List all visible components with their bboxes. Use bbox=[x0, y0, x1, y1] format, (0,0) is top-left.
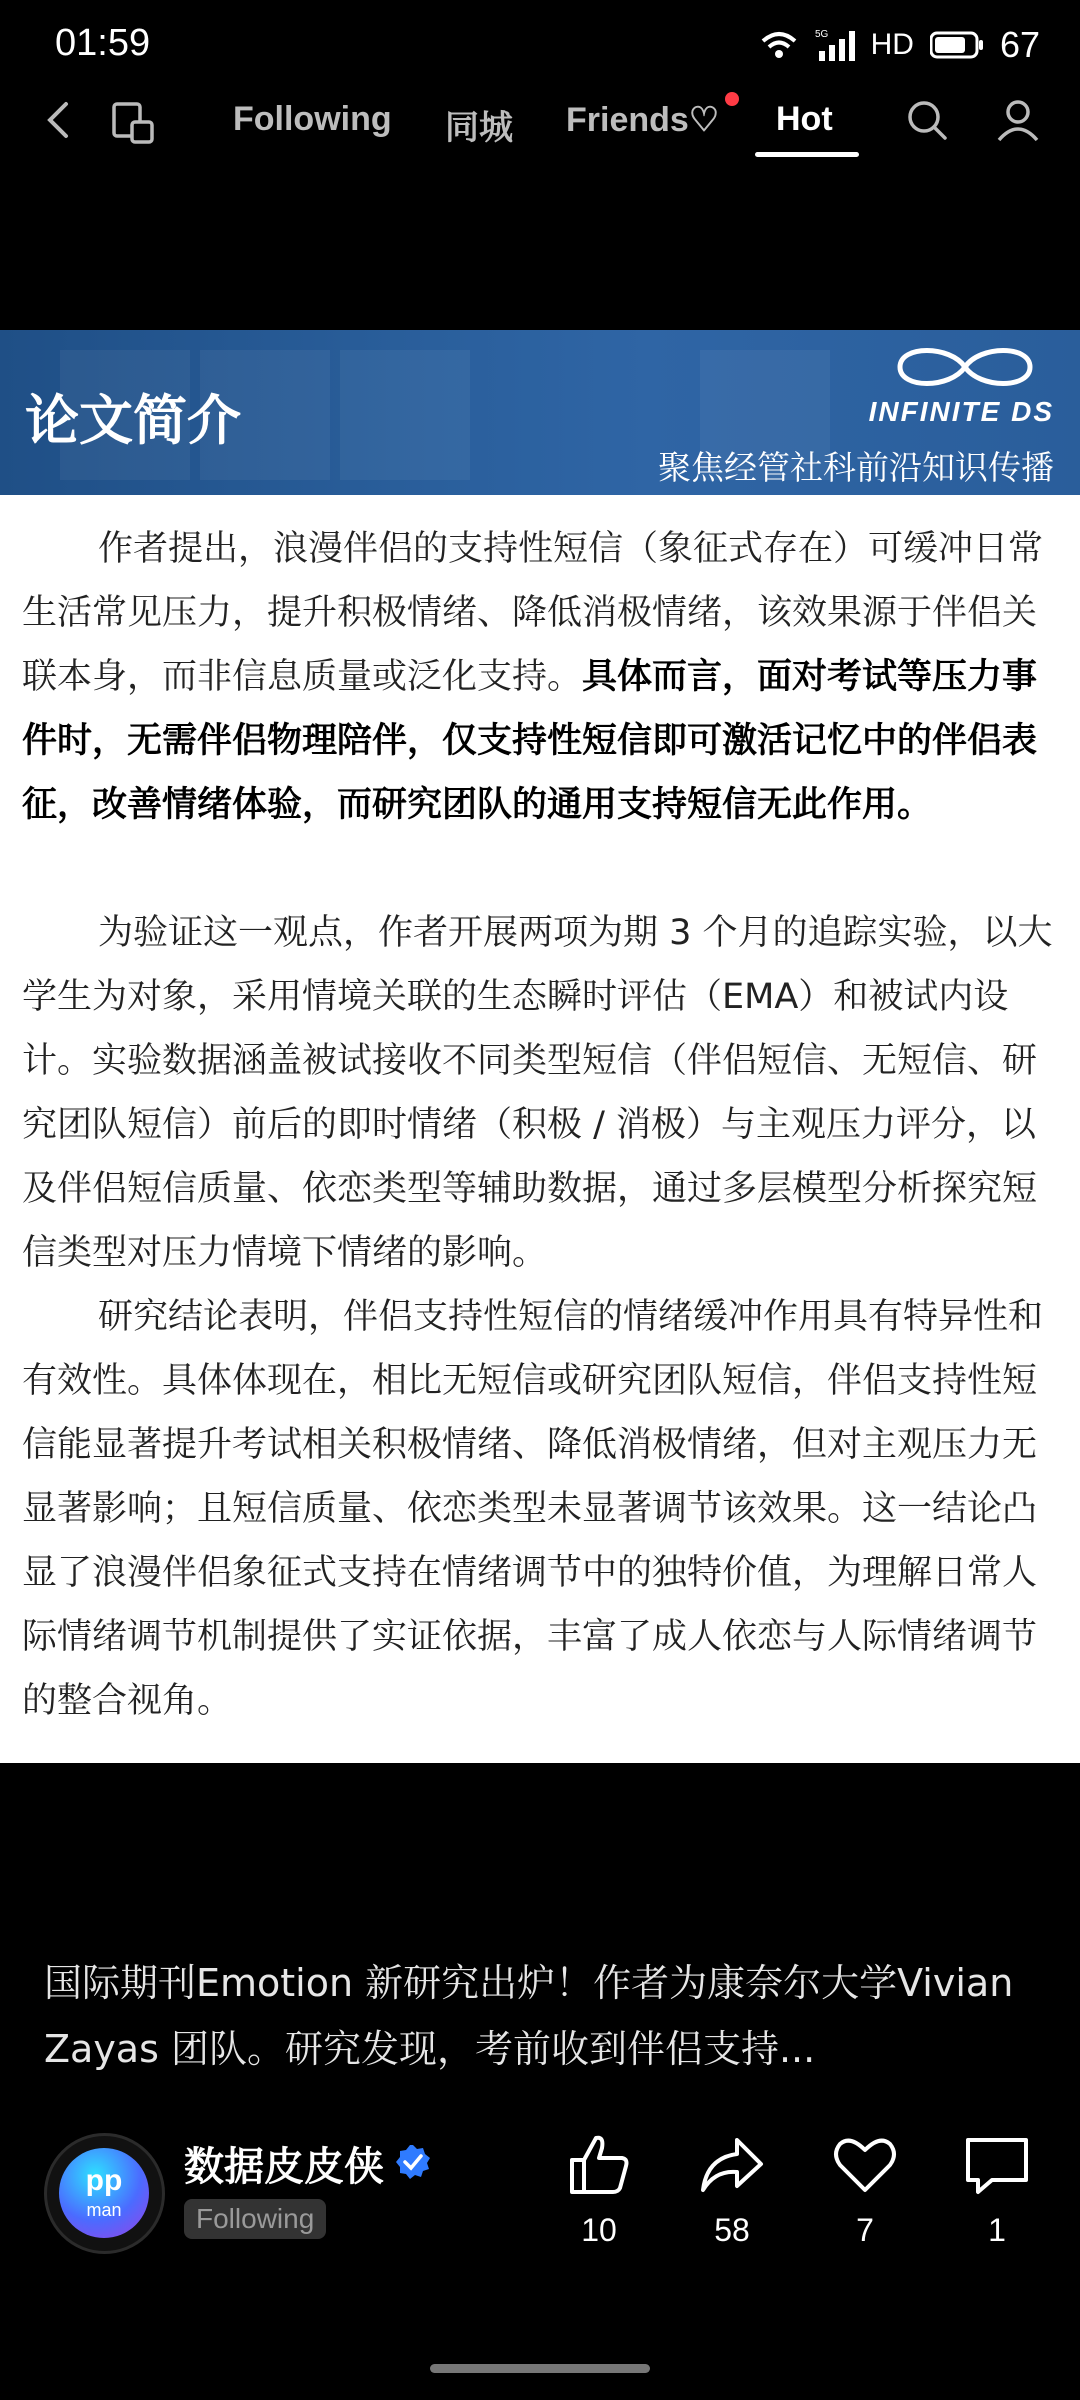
like-button[interactable] bbox=[554, 2130, 644, 2249]
favorite-button[interactable] bbox=[820, 2130, 910, 2249]
notification-dot bbox=[725, 92, 739, 106]
heart-icon bbox=[830, 2130, 900, 2200]
battery-level: 67 bbox=[999, 24, 1040, 65]
home-indicator[interactable] bbox=[430, 2364, 650, 2373]
share-button[interactable] bbox=[687, 2130, 777, 2249]
article-paragraph bbox=[22, 517, 1062, 837]
comment-bubble-icon bbox=[962, 2130, 1032, 2200]
status-bar bbox=[0, 0, 1080, 90]
battery-icon bbox=[930, 31, 984, 59]
like-count: 10 bbox=[581, 2212, 617, 2248]
banner-title: 论文简介 bbox=[25, 388, 241, 452]
avatar-logo-text: pp bbox=[85, 2164, 123, 2197]
tab-following[interactable]: Following bbox=[233, 100, 392, 138]
following-badge[interactable]: Following bbox=[184, 2199, 326, 2239]
comment-count: 1 bbox=[988, 2212, 1006, 2248]
banner-brand: INFINITE DS bbox=[868, 396, 1054, 427]
post-caption[interactable]: 国际期刊Emotion 新研究出炉！作者为康奈尔大学Vivian Zayas 团队。研究发现，考前收到伴侣支持... bbox=[44, 1961, 1014, 2071]
profile-icon[interactable] bbox=[996, 98, 1040, 142]
tab-local[interactable]: 同城 bbox=[445, 109, 513, 147]
wifi-icon bbox=[759, 29, 799, 61]
search-icon[interactable] bbox=[905, 98, 949, 142]
paragraph-text: 为验证这一观点，作者开展两项为期 3 个月的追踪实验，以大学生为对象，采用情境关联的生态瞬时评估（EMA）和被试内设计。实验数据涵盖被试接收不同类型短信（伴侣短信、无短信、研究团队短信）前后的即时情绪（积极 / 消极）与主观压力评分，以及伴侣短信质量、依恋类型等辅助数据，通过多层模型分析探究短信类型对压力情境下情绪的影响。 bbox=[22, 913, 1053, 1273]
svg-text:5G: 5G bbox=[814, 29, 828, 40]
paragraph-text: 研究结论表明，伴侣支持性短信的情绪缓冲作用具有特异性和有效性。具体体现在，相比无短信或研究团队短信，伴侣支持性短信能显著提升考试相关积极情绪、降低消极情绪，但对主观压力无显著影响；且短信质量、依恋类型未显著调节该效果。这一结论凸显了浪漫伴侣象征式支持在情绪调节中的独特价值，为理解日常人际情绪调节机制提供了实证依据，丰富了成人依恋与人际情绪调节的整合视角。 bbox=[22, 1297, 1044, 1721]
favorite-count: 7 bbox=[856, 2212, 874, 2248]
signal-icon bbox=[815, 27, 855, 63]
floating-window-icon[interactable] bbox=[110, 100, 156, 146]
status-icons bbox=[759, 20, 1040, 70]
avatar-logo bbox=[59, 2148, 149, 2238]
comment-button[interactable] bbox=[952, 2130, 1042, 2249]
thumbs-up-icon bbox=[564, 2130, 634, 2200]
infinity-logo-icon bbox=[880, 340, 1050, 394]
hd-indicator: HD bbox=[870, 28, 914, 61]
article-paragraph bbox=[22, 1285, 1062, 1733]
banner-decoration bbox=[340, 350, 470, 480]
share-arrow-icon bbox=[697, 2130, 767, 2200]
tab-hot[interactable]: Hot bbox=[776, 100, 833, 138]
active-tab-indicator bbox=[755, 152, 859, 157]
post-banner bbox=[0, 330, 1080, 495]
banner-subtitle: 聚焦经管社科前沿知识传播 bbox=[658, 448, 1054, 487]
paragraph-text: 作者提出，浪漫伴侣的支持性短信（象征式存在）可缓冲日常生活常见压力，提升积极情绪、降低消极情绪，该效果源于伴侣关联本身，而非信息质量或泛化支持。 bbox=[22, 529, 1044, 697]
back-icon[interactable] bbox=[38, 100, 78, 140]
author-avatar[interactable] bbox=[44, 2133, 165, 2254]
paragraph-bold-text: 具体而言，面对考试等压力事件时，无需伴侣物理陪伴，仅支持性短信即可激活记忆中的伴侣表征，改善情绪体验，而研究团队的通用支持短信无此作用。 bbox=[22, 657, 1038, 825]
verified-icon bbox=[394, 2143, 432, 2181]
tab-friends[interactable]: Friends♡ bbox=[566, 101, 720, 139]
share-count: 58 bbox=[714, 2212, 750, 2248]
avatar-logo-subtext: man bbox=[86, 2200, 122, 2220]
post-image-article[interactable] bbox=[0, 495, 1080, 1763]
article-paragraph bbox=[22, 901, 1062, 1285]
author-name[interactable]: 数据皮皮侠 bbox=[184, 2144, 384, 2190]
status-time: 01:59 bbox=[55, 22, 151, 64]
